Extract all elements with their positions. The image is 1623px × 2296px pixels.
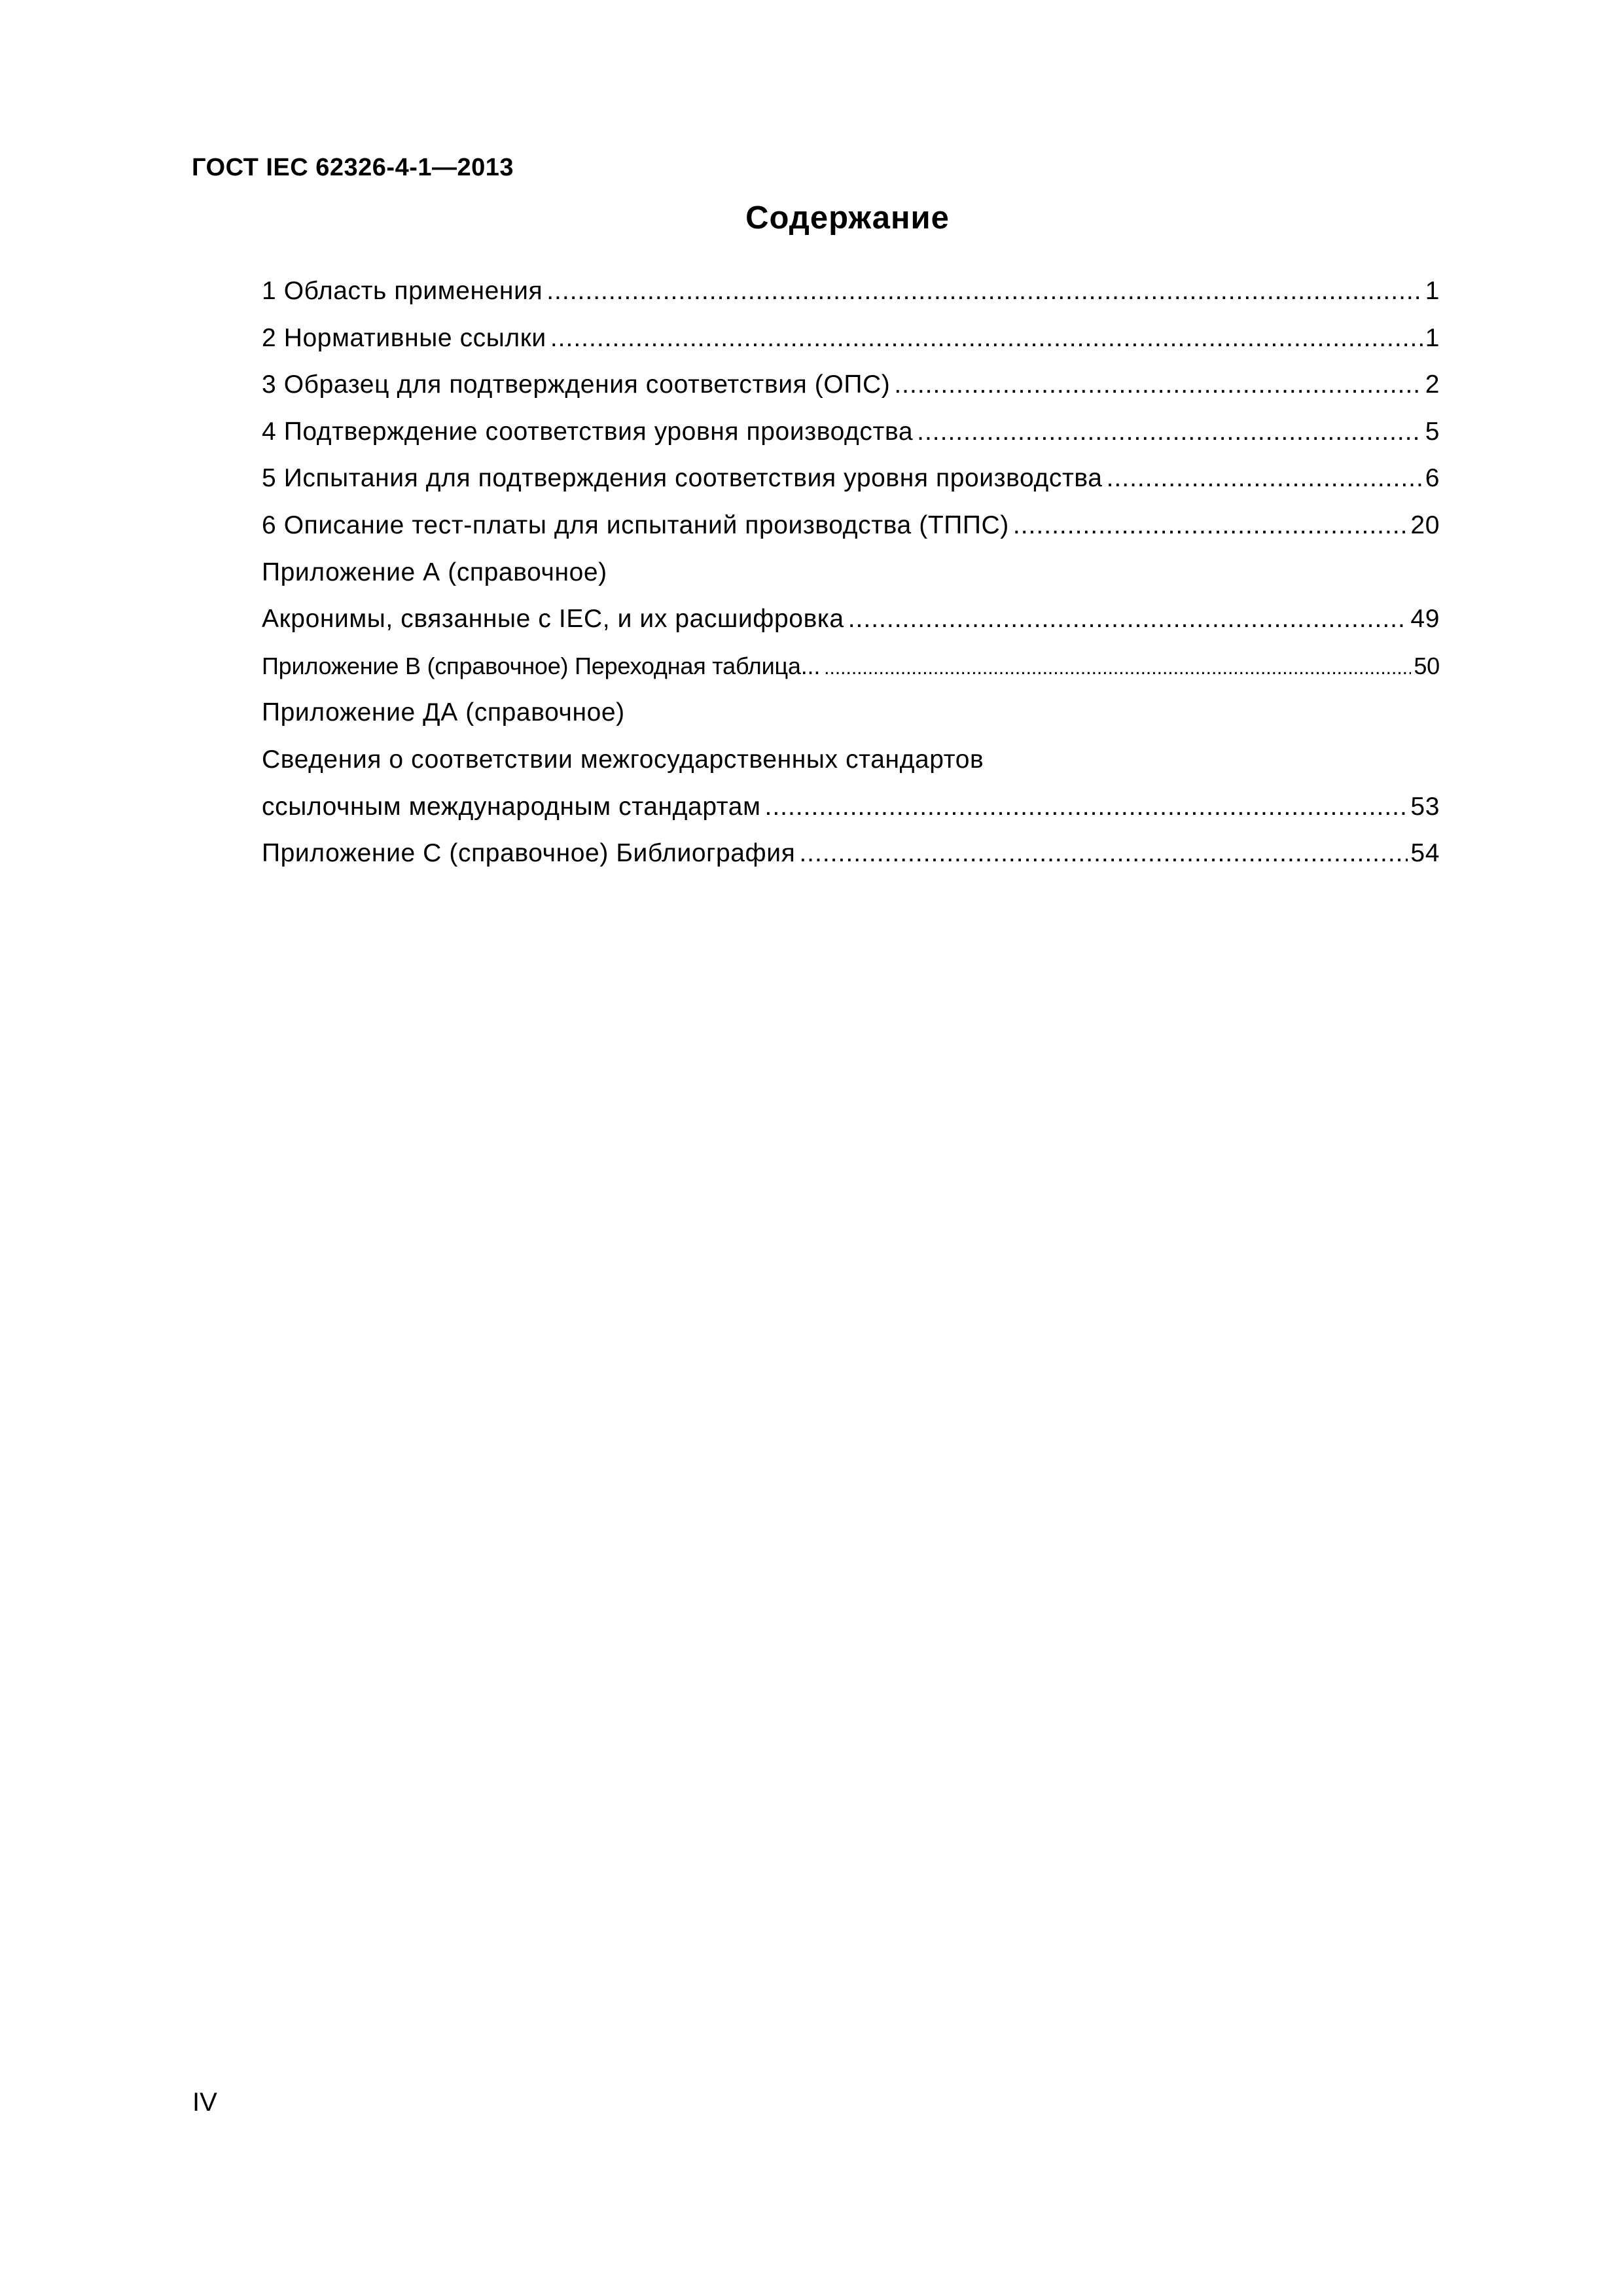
- toc-entry-label: 1 Область применения: [262, 277, 543, 305]
- toc-entry-label: 5 Испытания для подтверждения соответствия уровня производства: [262, 464, 1103, 493]
- toc-entry-annex-b[interactable]: [262, 647, 1440, 694]
- toc-entry-label: Приложение А (справочное): [262, 558, 607, 586]
- page-number: IV: [192, 2088, 217, 2117]
- toc-entry-label: 6 Описание тест-платы для испытаний производства (ТППС): [262, 511, 1009, 539]
- dot-leader: [546, 272, 1423, 311]
- toc-entry-page: 2: [1425, 370, 1440, 399]
- toc-entry-page: 1: [1425, 277, 1440, 305]
- toc-entry-page: 20: [1410, 511, 1440, 539]
- dot-leader: [1107, 459, 1423, 498]
- toc-entry-annex-da-line2[interactable]: [262, 787, 1440, 834]
- toc-entry-page: 50: [1414, 652, 1440, 679]
- dot-leader: [848, 600, 1408, 639]
- dot-leader: [1013, 506, 1408, 545]
- toc-entry-6[interactable]: [262, 506, 1440, 553]
- dot-leader: [550, 319, 1423, 358]
- toc-entry-page: 6: [1425, 464, 1440, 493]
- dot-leader: [894, 365, 1422, 404]
- toc-entry-label: ссылочным международным стандартам: [262, 792, 761, 821]
- toc-title: Содержание: [745, 200, 950, 236]
- toc-entry-3[interactable]: [262, 365, 1440, 412]
- toc-entry-page: 5: [1425, 417, 1440, 446]
- toc-entry-annex-da-line1[interactable]: [262, 740, 1440, 787]
- toc-entry-label: 3 Образец для подтверждения соответствия (ОПС): [262, 370, 891, 399]
- toc-entry-2[interactable]: [262, 319, 1440, 366]
- toc-entry-label: 4 Подтверждение соответствия уровня производства: [262, 417, 914, 446]
- dot-leader: [917, 412, 1423, 452]
- document-header: ГОСТ IEC 62326-4-1—2013: [192, 154, 514, 181]
- dot-leader: [765, 787, 1408, 827]
- toc-entry-label: Приложение В (справочное) Переходная таблица...: [262, 652, 821, 679]
- toc-entry-1[interactable]: [262, 272, 1440, 319]
- toc-entry-annex-c[interactable]: [262, 834, 1440, 881]
- toc-entry-page: 54: [1410, 839, 1440, 868]
- toc-entry-label: Сведения о соответствии межгосударственных стандартов: [262, 745, 984, 774]
- table-of-contents: [262, 272, 1440, 881]
- toc-entry-annex-a[interactable]: [262, 600, 1440, 647]
- toc-entry-label: Акронимы, связанные с IEC, и их расшифровка: [262, 605, 844, 634]
- toc-entry-annex-a-heading[interactable]: [262, 553, 1440, 600]
- toc-entry-page: 1: [1425, 323, 1440, 352]
- toc-entry-5[interactable]: [262, 459, 1440, 506]
- toc-entry-annex-da-heading[interactable]: [262, 693, 1440, 740]
- toc-entry-4[interactable]: [262, 412, 1440, 459]
- toc-entry-label: Приложение ДА (справочное): [262, 698, 625, 727]
- toc-entry-page: 53: [1410, 792, 1440, 821]
- toc-entry-label: 2 Нормативные ссылки: [262, 323, 546, 352]
- dot-leader: [799, 834, 1408, 873]
- toc-entry-page: 49: [1410, 605, 1440, 634]
- toc-entry-label: Приложение С (справочное) Библиография: [262, 839, 796, 868]
- dot-leader: [824, 649, 1411, 688]
